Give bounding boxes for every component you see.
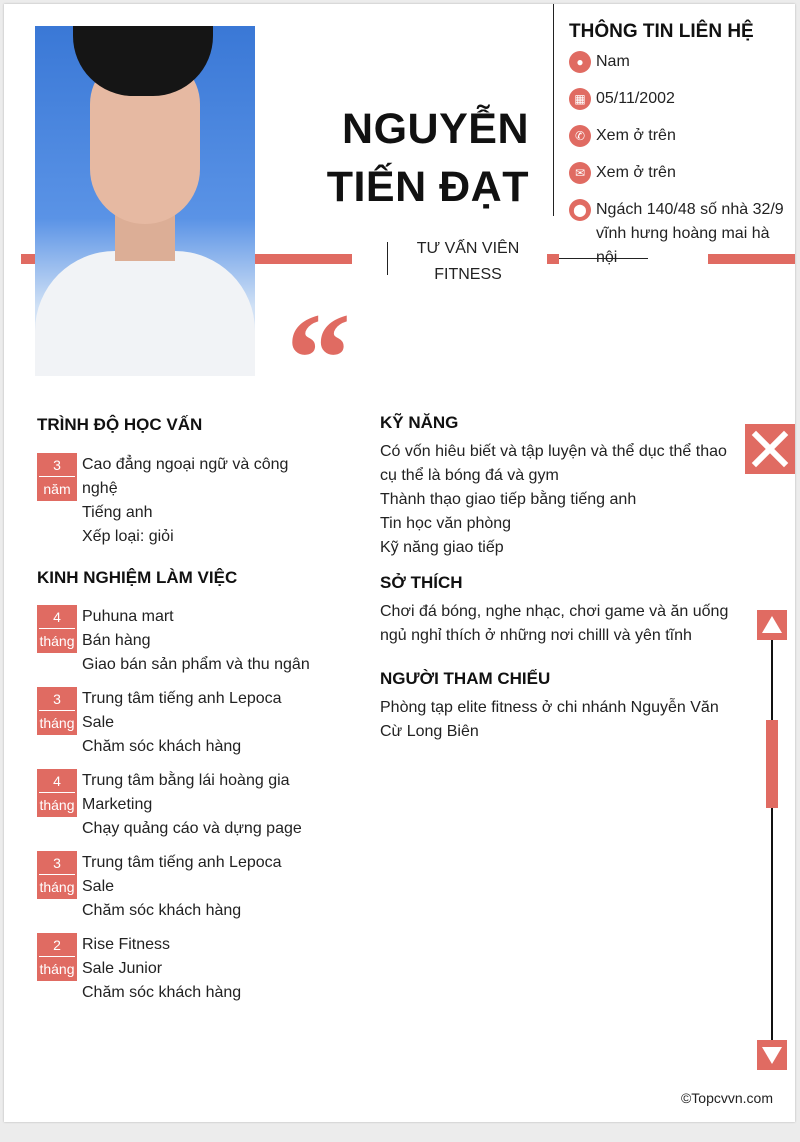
arrow-down-icon <box>757 1040 787 1070</box>
experience-entry: 2 tháng Rise Fitness Sale Junior Chăm sóc khách hàng <box>37 933 337 1008</box>
close-button[interactable] <box>745 424 795 474</box>
name-line-2: TIẾN ĐẠT <box>326 163 529 211</box>
person-icon: ● <box>569 51 591 73</box>
skills-title: KỸ NĂNG <box>380 413 459 432</box>
contact-title: THÔNG TIN LIÊN HỆ <box>569 21 754 42</box>
duration-badge: 4 tháng <box>37 769 77 817</box>
profile-photo <box>35 26 255 376</box>
close-icon <box>745 424 795 474</box>
education-entry: 3 năm Cao đẳng ngoại ngữ và công nghệ Tiếng anh Xếp loại: giỏi <box>37 453 337 553</box>
experience-entry: 3 tháng Trung tâm tiếng anh Lepoca Sale Chăm sóc khách hàng <box>37 687 337 762</box>
scroll-up-button[interactable] <box>757 610 787 640</box>
arrow-up-icon <box>757 610 787 640</box>
email-icon: ✉ <box>569 162 591 184</box>
duration-badge: 3 tháng <box>37 687 77 735</box>
duration-badge: 2 tháng <box>37 933 77 981</box>
references-text: Phòng tạp elite fitness ở chi nhánh Nguyễn Văn Cừ Long Biên <box>380 699 719 740</box>
scroll-down-button[interactable] <box>757 1040 787 1070</box>
duration-badge: 3 năm <box>37 453 77 501</box>
candidate-name <box>327 100 529 216</box>
experience-entry: 4 tháng Puhuna mart Bán hàng Giao bán sản phẩm và thu ngân <box>37 605 337 680</box>
experience-title: KINH NGHIỆM LÀM VIỆC <box>37 568 238 587</box>
job-title: TƯ VẤN VIÊN FITNESS <box>416 240 520 283</box>
phone-icon: ✆ <box>569 125 591 147</box>
duration-badge: 3 tháng <box>37 851 77 899</box>
location-icon: ⬤ <box>569 199 591 221</box>
calendar-icon: ▦ <box>569 88 591 110</box>
hobbies-text: Chơi đá bóng, nghe nhạc, chơi game và ăn uống ngủ nghỉ thích ở những nơi chilll và yên tĩnh <box>380 603 729 644</box>
experience-entry: 4 tháng Trung tâm bằng lái hoàng gia Marketing Chạy quảng cáo và dựng page <box>37 769 337 844</box>
accent-line-small <box>547 254 559 264</box>
references-title: NGƯỜI THAM CHIẾU <box>380 669 551 688</box>
cv-page: NGUYỄN TIẾN ĐẠT TƯ VẤN VIÊN FITNESS “ THÔNG TIN LIÊN HỆ ● Nam ▦ 05/11/2002 ✆ Xem ở trên ✉ Xem ở trên ⬤ Ngách 140/48 số nhà 32/9 vĩnh hưng hoàng mai hà nội TRÌNH ĐỘ HỌC VẤN 3 năm Cao đẳng ngoại ngữ và công nghệ Tiếng anh Xếp loại: giỏi KINH NGHIỆM LÀM VIỆC 4 tháng Puhuna mart Bán hàng Giao bán sản phẩm và thu ngân 3 tháng Trung tâm tiếng anh Lepoca Sale Chăm sóc khách hàng 4 tháng Trung tâm bằng lái hoàng gia Marketing Chạy quảng cáo và dựng page 3 tháng Trung tâm tiếng anh Lepoca Sale Chăm sóc khách hàng 2 tháng Rise Fitness Sale Junior Chăm sóc khách hàng KỸ NĂNG Có vốn hiêu biết và tập luyện và thể dục thể thao cụ thể là bóng đá và gym Thành thạo giao tiếp bằng tiếng anh Tin học văn phòng Kỹ năng giao tiếp SỞ THÍCH Chơi đá bóng, nghe nhạc, chơi game và ăn uống ngủ nghỉ thích ở những nơi chilll và yên tĩnh NGƯỜI THAM CHIẾU Phòng tạp elite fitness ở chi nhánh Nguyễn Văn Cừ Long Biên ©Topcvvn.com <box>4 4 795 1122</box>
job-title-divider <box>387 242 388 275</box>
quote-mark-icon: “ <box>286 287 351 431</box>
accent-line-middle <box>255 254 352 264</box>
accent-line-left <box>21 254 35 264</box>
experience-entry: 3 tháng Trung tâm tiếng anh Lepoca Sale Chăm sóc khách hàng <box>37 851 337 926</box>
scrollbar-track[interactable] <box>771 639 773 1041</box>
footer-credit: ©Topcvvn.com <box>680 1090 773 1106</box>
hobbies-title: SỞ THÍCH <box>380 573 463 592</box>
duration-badge: 4 tháng <box>37 605 77 653</box>
skills-list: Có vốn hiêu biết và tập luyện và thể dục thể thao cụ thể là bóng đá và gym Thành thạo giao tiếp bằng tiếng anh Tin học văn phòng Kỹ năng giao tiếp <box>380 443 727 556</box>
name-line-1: NGUYỄN <box>342 105 529 153</box>
scrollbar-thumb[interactable] <box>766 720 778 808</box>
contact-divider <box>553 4 554 216</box>
education-title: TRÌNH ĐỘ HỌC VẤN <box>37 415 203 434</box>
